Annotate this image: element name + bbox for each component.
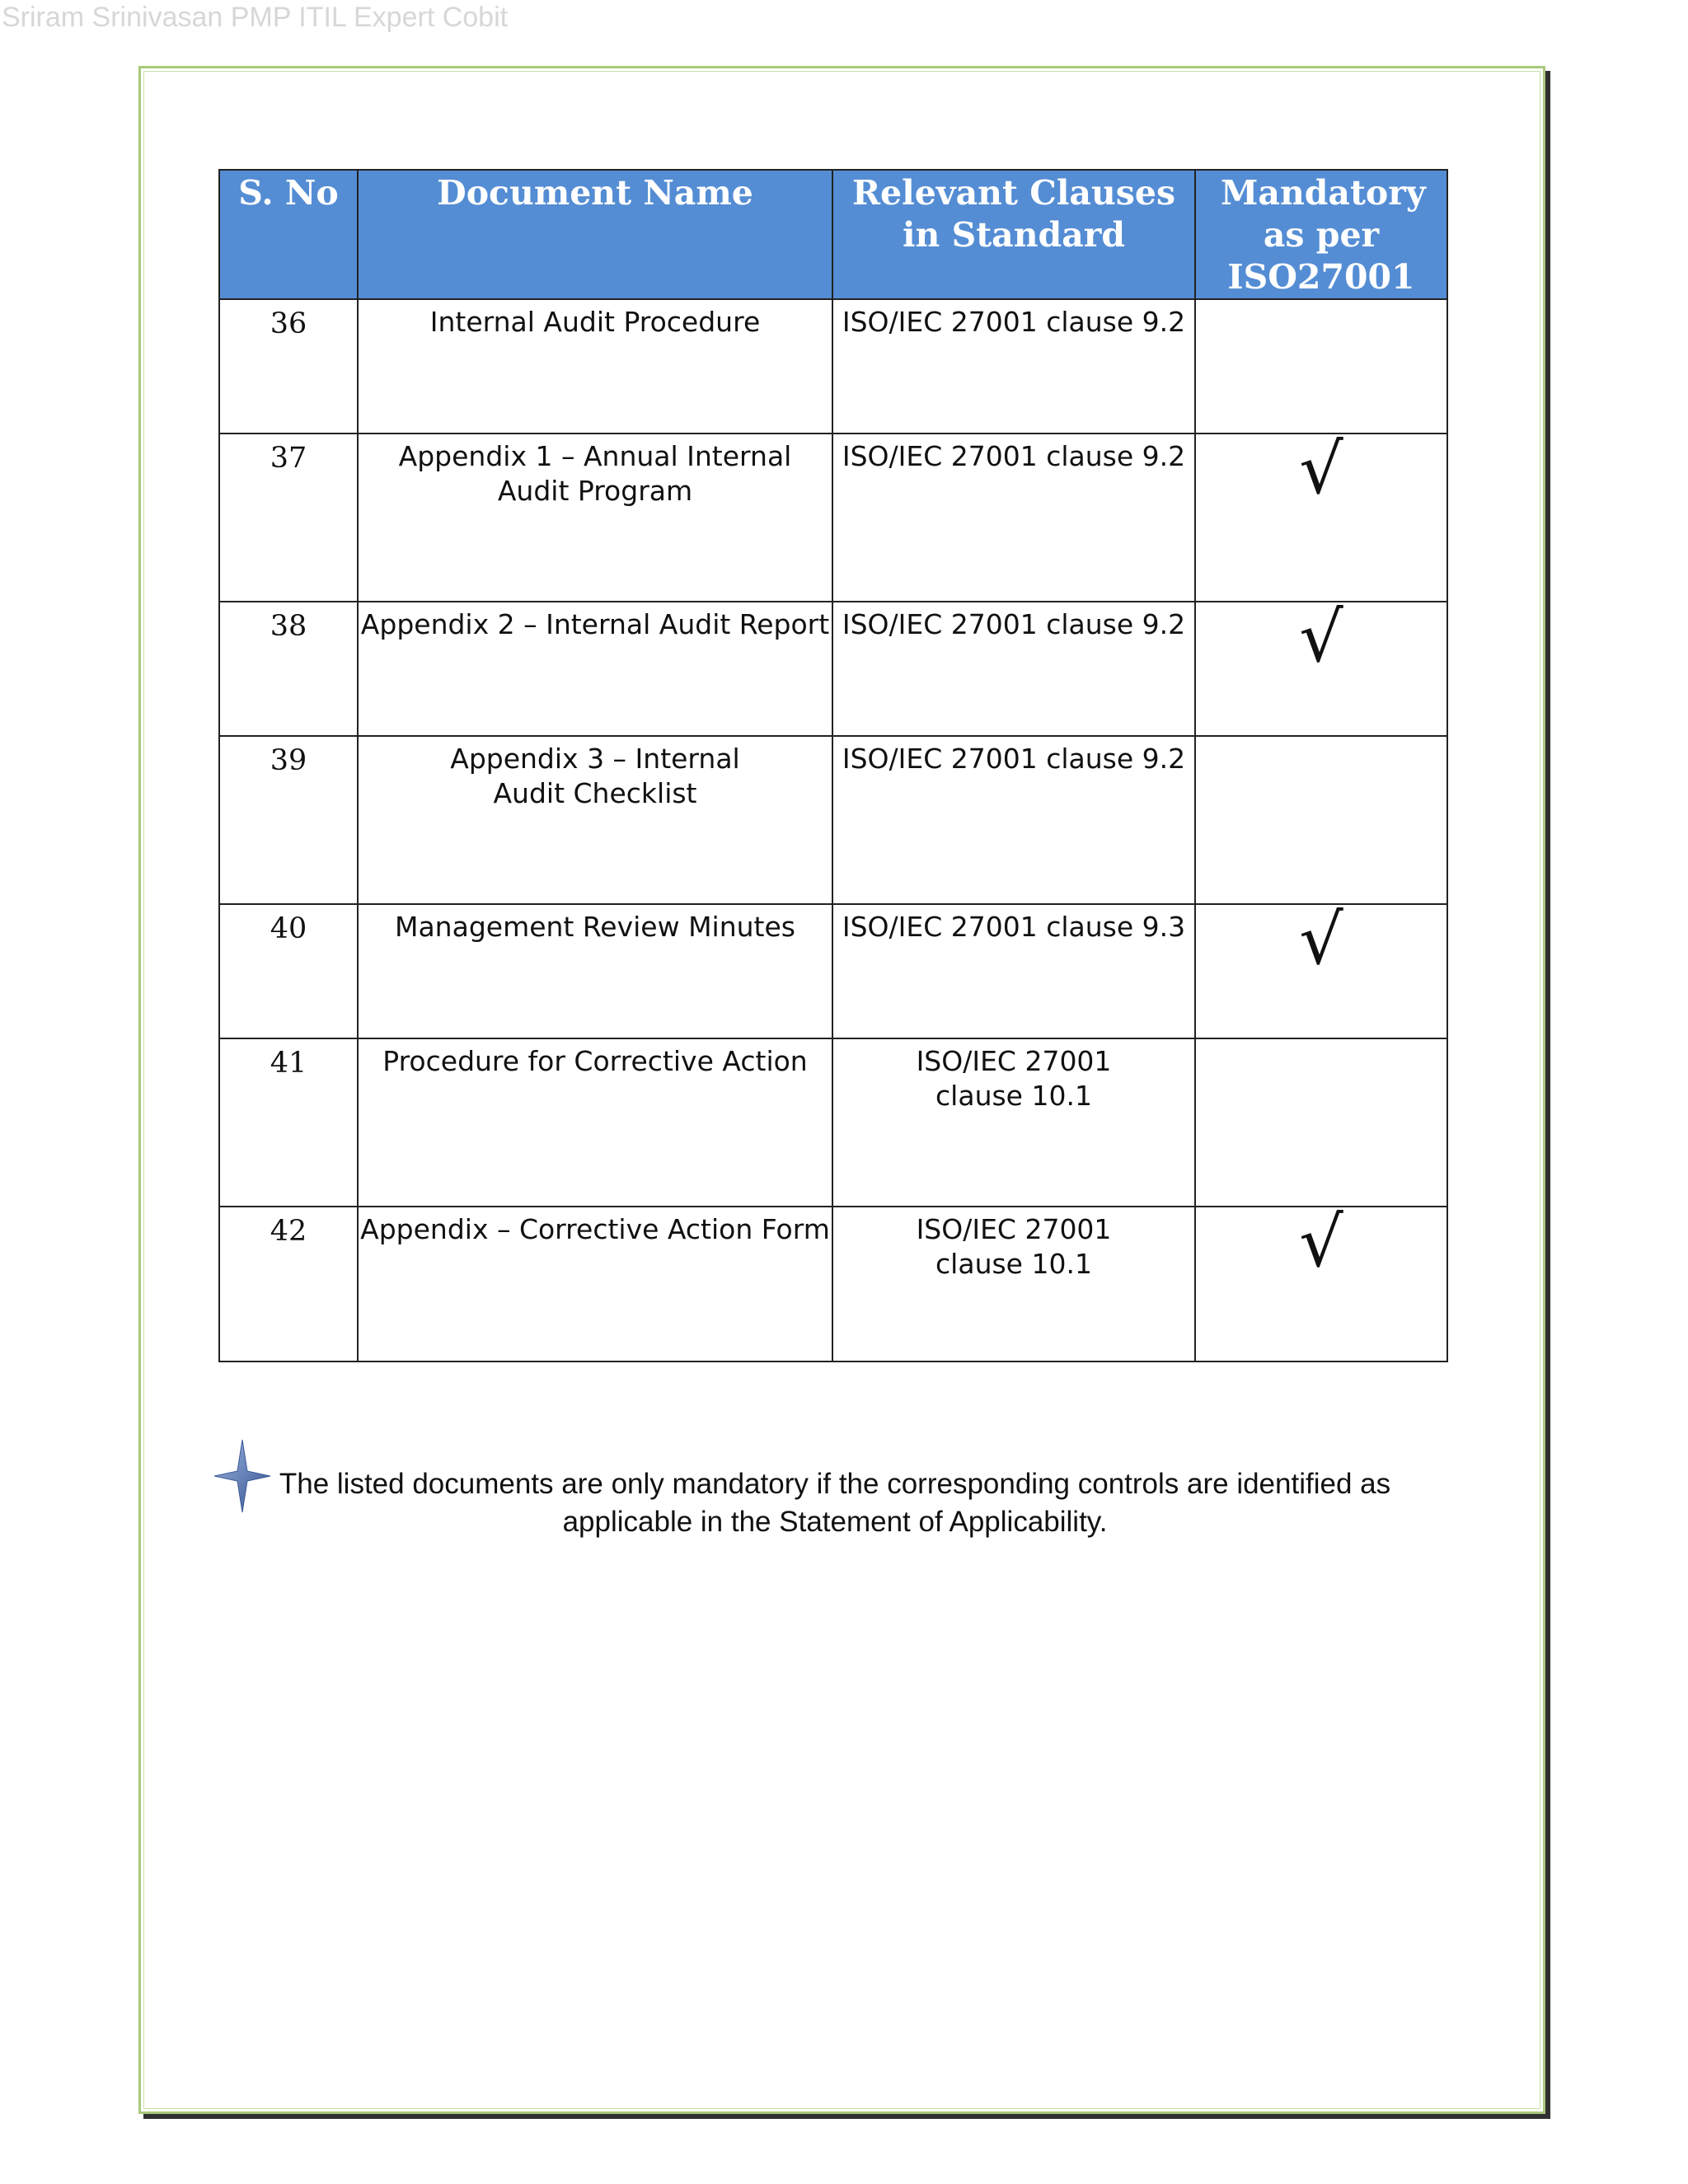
cell-sno: 40 — [219, 904, 358, 1038]
cell-mandatory — [1195, 597, 1447, 736]
cell-sno: 42 — [219, 1207, 358, 1361]
cell-sno: 37 — [219, 434, 358, 602]
cell-clause: ISO/IEC 27001 clause 10.1 — [832, 1207, 1195, 1361]
cell-mandatory — [1195, 1202, 1447, 1361]
cell-sno: 41 — [219, 1038, 358, 1207]
note-text: The listed documents are only mandatory if the corresponding controls are identified as applicable in the Statement of Applicability. — [279, 1468, 1391, 1538]
table-header-row — [219, 170, 1447, 299]
cell-clause: ISO/IEC 27001 clause 9.3 — [832, 904, 1195, 1038]
cell-document-name: Procedure for Corrective Action — [358, 1038, 832, 1207]
table-row — [219, 299, 1447, 434]
cell-mandatory — [1195, 736, 1447, 904]
cell-mandatory — [1195, 429, 1447, 602]
header-sno: S. No — [219, 170, 358, 299]
cell-sno: 38 — [219, 602, 358, 736]
table-row — [219, 736, 1447, 904]
cell-clause: ISO/IEC 27001 clause 9.2 — [832, 602, 1195, 736]
table-row — [219, 904, 1447, 1038]
check-mark-icon: √ — [1299, 429, 1343, 509]
cell-sno: 39 — [219, 736, 358, 904]
header-mandatory: Mandatory as per ISO27001 — [1195, 170, 1447, 299]
watermark: Sriram Srinivasan PMP ITIL Expert Cobit — [2, 2, 509, 33]
table-row — [219, 1038, 1447, 1207]
four-point-star-icon — [213, 1438, 272, 1514]
cell-clause: ISO/IEC 27001 clause 10.1 — [832, 1038, 1195, 1207]
cell-clause: ISO/IEC 27001 clause 9.2 — [832, 299, 1195, 434]
cell-mandatory — [1195, 899, 1447, 1038]
cell-document-name: Appendix 1 – Annual Internal Audit Program — [358, 434, 832, 602]
cell-document-name: Appendix – Corrective Action Form — [358, 1207, 832, 1361]
header-document-name: Document Name — [358, 170, 832, 299]
cell-clause: ISO/IEC 27001 clause 9.2 — [832, 736, 1195, 904]
cell-document-name: Appendix 2 – Internal Audit Report — [358, 602, 832, 736]
header-relevant-clauses: Relevant Clauses in Standard — [832, 170, 1195, 299]
cell-document-name: Appendix 3 – Internal Audit Checklist — [358, 736, 832, 904]
cell-document-name: Internal Audit Procedure — [358, 299, 832, 434]
cell-mandatory — [1195, 1038, 1447, 1207]
cell-mandatory — [1195, 299, 1447, 434]
mandatory-documents-table — [218, 169, 1448, 1362]
check-mark-icon: √ — [1299, 899, 1343, 980]
cell-clause: ISO/IEC 27001 clause 9.2 — [832, 434, 1195, 602]
cell-document-name: Management Review Minutes — [358, 904, 832, 1038]
cell-sno: 36 — [219, 299, 358, 434]
table-row — [219, 1207, 1447, 1361]
check-mark-icon: √ — [1299, 1202, 1343, 1282]
table-row — [219, 434, 1447, 602]
check-mark-icon: √ — [1299, 597, 1343, 677]
table-row — [219, 602, 1447, 736]
